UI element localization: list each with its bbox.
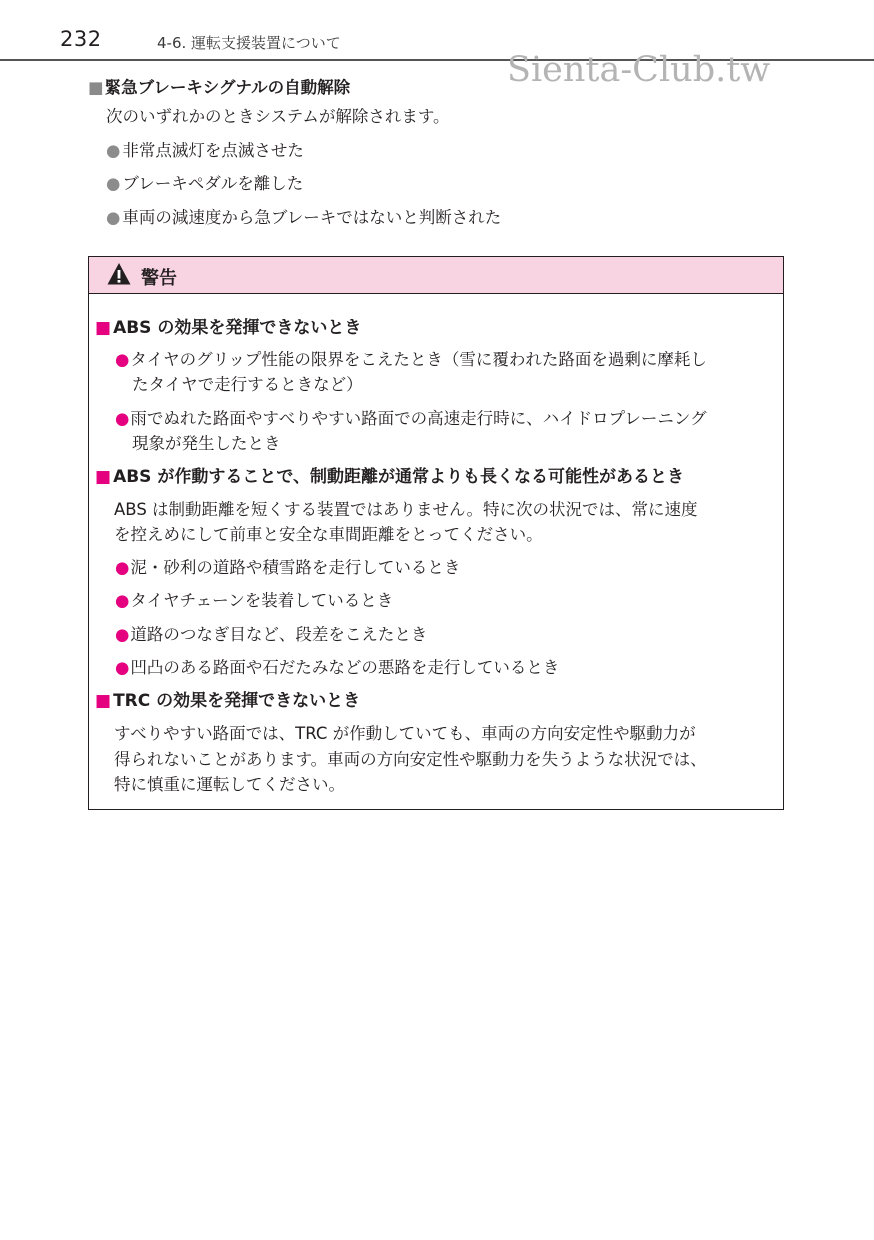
bullet-icon: ●	[115, 625, 130, 644]
list-item	[115, 654, 559, 678]
list-item-text: 非常点滅灯を点滅させた	[122, 141, 304, 160]
gray-square-icon: ■	[88, 78, 104, 97]
bullet-icon: ●	[106, 141, 121, 160]
list-item	[115, 405, 707, 429]
pink-square-icon: ■	[95, 691, 112, 711]
list-item-text: 雨でぬれた路面やすべりやすい路面での高速走行時に、ハイドロプレーニング	[130, 409, 707, 428]
section-intro: 次のいずれかのときシステムが解除されます。	[106, 107, 450, 126]
bullet-icon: ●	[106, 208, 121, 227]
section-title	[88, 74, 350, 98]
list-item	[106, 170, 303, 194]
bullet-icon: ●	[115, 658, 130, 677]
pink-square-icon: ■	[95, 467, 112, 487]
section-header: 4-6. 運転支援装置について	[157, 34, 341, 52]
bullet-icon: ●	[115, 591, 130, 610]
warning-box	[88, 256, 784, 810]
page-number: 232	[60, 27, 102, 51]
list-item-text: ブレーキペダルを離した	[122, 174, 304, 193]
list-item	[115, 554, 460, 578]
list-item-text: 凹凸のある路面や石だたみなどの悪路を走行しているとき	[130, 658, 560, 677]
bullet-icon: ●	[115, 409, 130, 428]
list-item	[115, 587, 393, 611]
body-text: 得られないことがあります。車両の方向安定性や駆動力を失うような状況では、	[114, 750, 707, 769]
warning-subheading	[95, 313, 361, 338]
warning-icon	[107, 262, 131, 286]
list-item-text: タイヤのグリップ性能の限界をこえたとき（雪に覆われた路面を過剰に摩耗し	[130, 350, 707, 369]
list-item	[106, 204, 501, 228]
list-item	[106, 137, 304, 161]
warning-subheading	[95, 686, 360, 711]
list-item	[115, 346, 707, 370]
list-item-continuation: たタイヤで走行するときなど）	[132, 375, 363, 394]
warning-header	[89, 257, 783, 294]
list-item-text: 道路のつなぎ目など、段差をこえたとき	[130, 625, 428, 644]
section-title-text: 緊急ブレーキシグナルの自動解除	[104, 78, 351, 97]
list-item-text: 車両の減速度から急ブレーキではないと判断された	[122, 208, 502, 227]
body-text: ABS は制動距離を短くする装置ではありません。特に次の状況では、常に速度	[114, 500, 698, 519]
warning-subheading	[95, 462, 684, 487]
bullet-icon: ●	[115, 558, 130, 577]
list-item-continuation: 現象が発生したとき	[132, 434, 281, 453]
warning-title: 警告	[141, 268, 177, 289]
subheading-text: ABS の効果を発揮できないとき	[113, 318, 362, 338]
subheading-text: TRC の効果を発揮できないとき	[113, 691, 361, 711]
watermark: Sienta-Club.tw	[507, 50, 771, 90]
pink-square-icon: ■	[95, 318, 112, 338]
body-text: すべりやすい路面では、TRC が作動していても、車両の方向安定性や駆動力が	[114, 724, 696, 743]
body-text: を控えめにして前車と安全な車間距離をとってください。	[114, 525, 543, 544]
bullet-icon: ●	[106, 174, 121, 193]
body-text: 特に慎重に運転してください。	[114, 775, 345, 794]
bullet-icon: ●	[115, 350, 130, 369]
list-item	[115, 621, 427, 645]
list-item-text: タイヤチェーンを装着しているとき	[130, 591, 394, 610]
subheading-text: ABS が作動することで、制動距離が通常よりも長くなる可能性があるとき	[113, 467, 684, 487]
list-item-text: 泥・砂利の道路や積雪路を走行しているとき	[130, 558, 461, 577]
